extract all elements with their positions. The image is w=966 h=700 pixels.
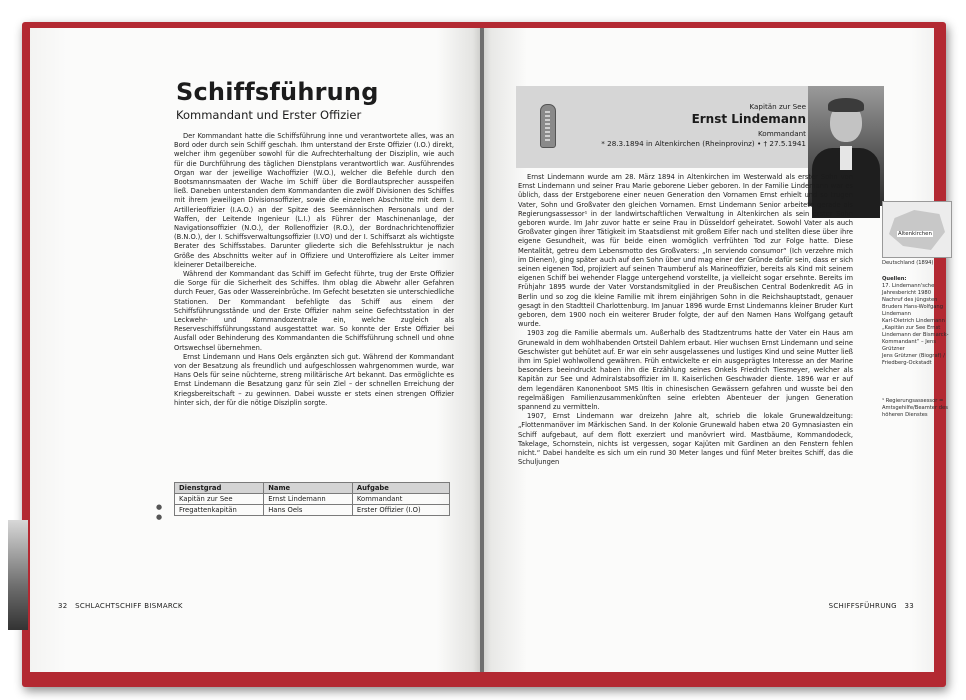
column-header: Name (264, 483, 353, 494)
paragraph: Ernst Lindemann und Hans Oels ergänzten sich gut. Während der Kommandant von der Besatzung als freundlich und aufgeschlossen wahrgenommen wurde, war Hans Oels für seine nüchterne, streng militärische Art bekannt. Das ermöglichte es Ernst Lindemann die Besatzung ganz für sein Ziel – der schnellen Erreichung der Kriegsbereitschaft – zu gewinnen. Dabei wusste er stets einen strengen Offizier hinter sich, der für die nötige Disziplin sorgte. (174, 352, 454, 407)
left-page (30, 28, 482, 672)
table-row (175, 494, 450, 505)
table-cell: Erster Offizier (I.O) (352, 505, 449, 516)
source-item: Nachruf des jüngsten Bruders Hans-Wolfgang Lindemann (882, 297, 943, 317)
source-item: Karl-Dietrich Lindemann „Kapitän zur See Ernst Lindemann der Bismarck-Kommandant“ – Jens Grützner (882, 318, 949, 352)
background-photo-strip (8, 520, 28, 630)
rank-icons (156, 502, 168, 522)
table-cell: Hans Oels (264, 505, 353, 516)
profile-role: Kommandant (757, 129, 806, 138)
germany-map (882, 201, 952, 258)
paragraph: Ernst Lindemann wurde am 28. März 1894 in Altenkirchen im Westerwald als erster Sohn von Ernst Lindemann und seiner Frau Marie geborene Lieber geboren. In der Familie Lindemann war es üblich, dass der Erstgeborene einer neuen Generation den Vornamen Ernst erhielt und so trugen Vater, Sohn und Großvater den gleichen Vornamen. Ernst Lindemann Senior arbeitete gerade als Regierungsassessor¹ in der landwirtschaftlichen Verwaltung in Altenkirchen als sein erster Sohn geboren wurde. Im Jahr zuvor hatte er seine Frau in Düsseldorf geheiratet. Sowohl Vater als auch Großvater gingen ihrer Tätigkeit im Staatsdienst mit großem Eifer nach und stellten diese über ihre eigene Gesundheit, was für beide einen womöglich verfrühten Tod zur Folge hatte. Diese Mentalität, getreu dem Lebensmotto des Großvaters: „In serviendo consumor“ (Ich verzehre mich im Dienen), ging später auch auf den Sohn über und mag einer der Gründe dafür sein, dass er sich seinen eigenen Tod, projiziert auf seinen Traumberuf als Marineoffizier, bereits als Kind mit seinem eigenen Schiff bei wehender Flagge untergehend vorstellte, ja vielleicht sogar ersehnte. Bereits im Frühjahr 1895 wurde der Vater Vorstandsmitglied in der Preußischen Central Bodenkredit AG in Berlin und so zog die kleine Familie mit ihrem einjährigen Sohn in die Reichshauptstadt, genauer gesagt in den Stadtteil Charlottenburg. Im Januar 1896 wurde Ernst Lindemanns kleiner Bruder Kurt geboren, dem 1900 noch ein weiterer Bruder folgte, der auf den Namen Hans Wolfgang getauft wurde. (518, 173, 853, 329)
sources-title: Quellen: (882, 276, 907, 282)
paragraph: Während der Kommandant das Schiff im Gefecht führte, trug der Erste Offizier die Sorge für die Sicherheit des Schiffes. Ihm oblag die Abwehr aller Gefahren durch Feuer, Gas oder Wassereinbrüche. Im Gefecht besetzten sie unterschiedliche Stationen. Der Kommandant befehligte das Schiff aus einem der Schiffsführungsstände und der Erste Offizier nahm seine Gefechtsstation in der Leckwehr- und Kommandozentrale ein, welche zugleich als Reserveschiffsführungsstand ausgestattet war. So konnte der Erste Offizier bei Ausfall oder Behinderung des Kommandanten die Schiffsführung schnell und ohne Ortswechsel übernehmen. (174, 270, 454, 352)
table-cell: Fregattenkapitän (175, 505, 264, 516)
source-item: 17. Lindemann'sche Jahresbericht 1980 (882, 283, 935, 296)
shoulder-insignia-icon (540, 104, 556, 148)
profile-dates: * 28.3.1894 in Altenkirchen (Rheinprovinz) • † 27.5.1941 (601, 139, 806, 148)
page-title: Schiffsführung (176, 78, 379, 106)
page-subtitle: Kommandant und Erster Offizier (176, 108, 362, 122)
table-row (175, 505, 450, 516)
table-cell: Ernst Lindemann (264, 494, 353, 505)
paragraph: 1903 zog die Familie abermals um. Außerhalb des Stadtzentrums hatte der Vater ein Haus am Grunewald in dem wohlhabenden Ortsteil Dahlem erbaut. Hier wuchsen Ernst Lindemann und seine Geschwister gut behütet auf. Er war ein sehr ausgelassenes und lustiges Kind und seine Mutter ließ ihm im Spiel wohlwollend gewähren. Früh entwickelte er ein ausgeprägtes Interesse an der Marine besonders beeindruckt haben ihn die Erzählung seines Onkels Friedrich Tiesmeyer, welcher als Kapitän zur See und Admiralstabsoffizier im II. Kaiserlichen Geschwader diente. 1896 war er auf dem legendären Kanonenboot SMS Iltis in chinesischen Gewässern gefahren und wusste bei den regelmäßigen Familienzusammenkünften seine erlebten Abenteuer der jungen Generation spannend zu vermitteln. (518, 329, 853, 412)
right-body-text (518, 173, 853, 468)
page-number: 33 (904, 602, 914, 610)
left-body-text (174, 132, 454, 408)
footnote: ¹ Regierungsassessor = Amtsgehilfe/Beamter des höheren Dienstes (882, 398, 948, 418)
sources-list (882, 276, 954, 367)
source-item: Jens Grützner (Biograf) / Friedberg-Ockstadt (882, 353, 945, 366)
table-header-row (175, 483, 450, 494)
table-cell: Kapitän zur See (175, 494, 264, 505)
map-location-label: Altenkirchen (898, 231, 932, 237)
running-head: SCHIFFSFÜHRUNG (828, 602, 897, 610)
page-number: 32 (58, 602, 68, 610)
right-footer (829, 602, 914, 610)
right-page (482, 28, 949, 672)
column-header: Dienstgrad (175, 483, 264, 494)
table-cell: Kommandant (352, 494, 449, 505)
left-footer (58, 602, 183, 610)
book-spine (480, 28, 484, 672)
column-header: Aufgabe (352, 483, 449, 494)
paragraph: Der Kommandant hatte die Schiffsführung inne und verantwortete alles, was an Bord oder durch sein Schiff geschah. Ihm unterstand der Erste Offizier (I.O.) direkt, welcher ihm gegenüber sowohl für die Aufrechterhaltung der Disziplin, wie auch für die Durchführung des täglichen Dienstplans verantwortlich war. Ausführendes Organ war der jeweilige Wachoffizier (W.O.), welcher die Befehle durch den Bootsmannsmaaten der Wache im Schiff über die Bordlautsprecher ausspeifen ließ. Daneben unterstanden dem Kommandanten die zwölf Divisionen des Schiffes mit ihrem jeweiligen Divisionsoffizier, sowie die einzelnen Abschnitte mit dem I. Artillerieoffizier (I.A.O.) an der Spitze des Seemännischen Personals und der Waffen, der Leitende Ingenieur (L.I.) als Führer der Maschinenanlage, der Navigationsoffizier (N.O.), der Rollenoffizier (R.O.), der Bordnachrichtenoffizier (B.N.O.), der I. Schiffsverwaltungsoffizier (I.VO) und der I. Schiffsarzt als wichtigste Berater des Schiffsstabes. Darunter gliederte sich die Befehlsstruktur je nach Größe des Abschnitts weiter auf in Offiziere und Unteroffiziere als Leiter immer kleinerer Detailbereiche. (174, 132, 454, 269)
paragraph: 1907, Ernst Lindemann war dreizehn Jahre alt, schrieb die lokale Grunewaldzeitung: „Flottenmanöver im Märkischen Sand. In der Kolonie Grunewald haben etwa 20 Gymnasiasten ein Schiff aufgebaut, auf dem flott exerziert und manövriert wird. Mastbäume, Kommandodeck, Takelage, Schornstein, nichts ist vergessen, sogar Kajüten mit Gardinen an den Fenstern fehlen nicht.“ Dabei handelte es sich um ein rund 30 Meter langes und fünf Meter breites Schiff, das die Schuljungen (518, 412, 853, 467)
officer-icon: ● (156, 513, 163, 521)
map-caption: Deutschland (1894) (882, 260, 934, 266)
profile-name: Ernst Lindemann (691, 112, 806, 126)
profile-rank: Kapitän zur See (749, 102, 806, 111)
ranks-table (174, 482, 450, 516)
running-head: SCHLACHTSCHIFF BISMARCK (75, 602, 183, 610)
officer-icon: ● (156, 503, 163, 511)
